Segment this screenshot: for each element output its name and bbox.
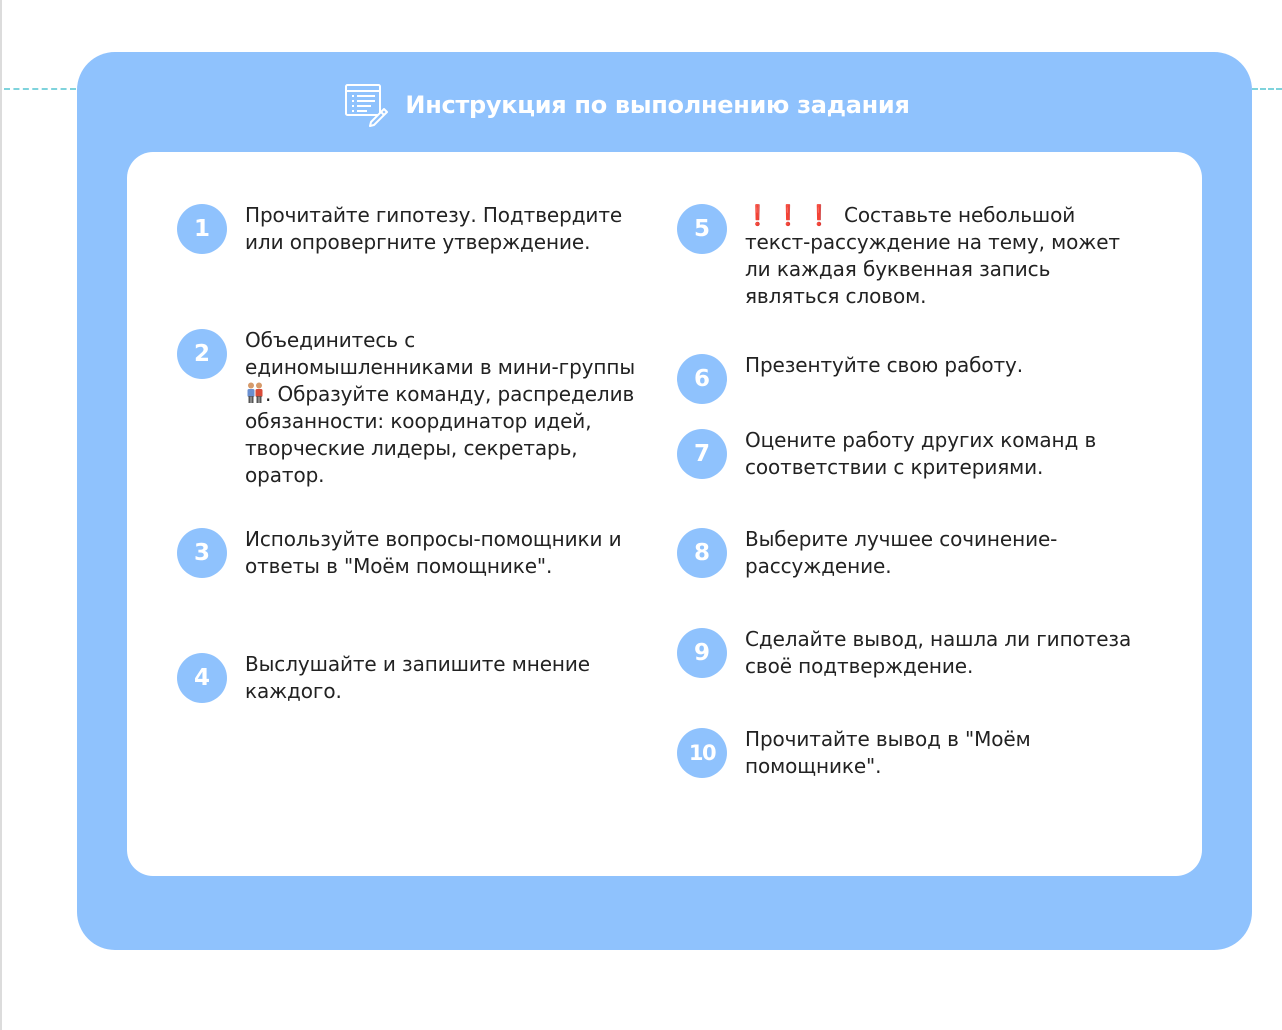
instruction-card (77, 52, 1252, 950)
guide-line-left (4, 88, 76, 90)
step-text: Выберите лучшее сочинение-рассуждение. (745, 527, 1058, 578)
step-text (245, 327, 640, 489)
step-item (677, 427, 1145, 481)
step-text: Прочитайте гипотезу. Подтвердите или опровергните утверждение. (245, 203, 623, 254)
step-item (177, 327, 640, 489)
people-icon (245, 382, 265, 404)
step-number-badge: 5 (677, 204, 727, 254)
step-text: Презентуйте свою работу. (745, 353, 1024, 377)
left-border (0, 0, 2, 1030)
step-text: Выслушайте и запишите мнение каждого. (245, 652, 590, 703)
step-text (745, 202, 1145, 310)
step-text: Прочитайте вывод в "Моём помощнике". (745, 727, 1031, 778)
step-item (677, 352, 1145, 404)
step-text-part: . Образуйте команду, распределив обязанности: координатор идей, творческие лидеры, секретарь, оратор. (245, 382, 635, 487)
instructions-document-pencil-icon (343, 82, 389, 128)
step-item (177, 526, 640, 580)
step-item (677, 526, 1145, 580)
step-text: Используйте вопросы-помощники и ответы в "Моём помощнике". (245, 527, 622, 578)
step-number-badge: 8 (677, 528, 727, 578)
step-number-badge: 9 (677, 628, 727, 678)
alert-exclamation-icon: ❗❗❗ (745, 203, 838, 227)
step-number-badge: 4 (177, 653, 227, 703)
instruction-steps-panel (127, 152, 1202, 876)
step-item (177, 651, 640, 705)
step-number-badge: 10 (677, 728, 727, 778)
step-item (677, 202, 1145, 310)
card-header (77, 80, 1252, 130)
guide-line-right (1252, 88, 1282, 90)
step-number-badge: 3 (177, 528, 227, 578)
step-text-part: Объединитесь с единомышленниками в мини-группы (245, 328, 636, 379)
step-item (677, 626, 1145, 680)
step-item (677, 726, 1145, 780)
step-number-badge: 6 (677, 354, 727, 404)
step-number-badge: 7 (677, 429, 727, 479)
step-item (177, 202, 640, 256)
page-title: Инструкция по выполнению задания (405, 91, 910, 119)
step-text: Оцените работу других команд в соответствии с критериями. (745, 428, 1097, 479)
step-text-part: Составьте небольшой текст-рассуждение на тему, может ли каждая буквенная запись являться словом. (745, 203, 1120, 308)
step-number-badge: 1 (177, 204, 227, 254)
step-text: Сделайте вывод, нашла ли гипотеза своё подтверждение. (745, 627, 1132, 678)
step-number-badge: 2 (177, 329, 227, 379)
